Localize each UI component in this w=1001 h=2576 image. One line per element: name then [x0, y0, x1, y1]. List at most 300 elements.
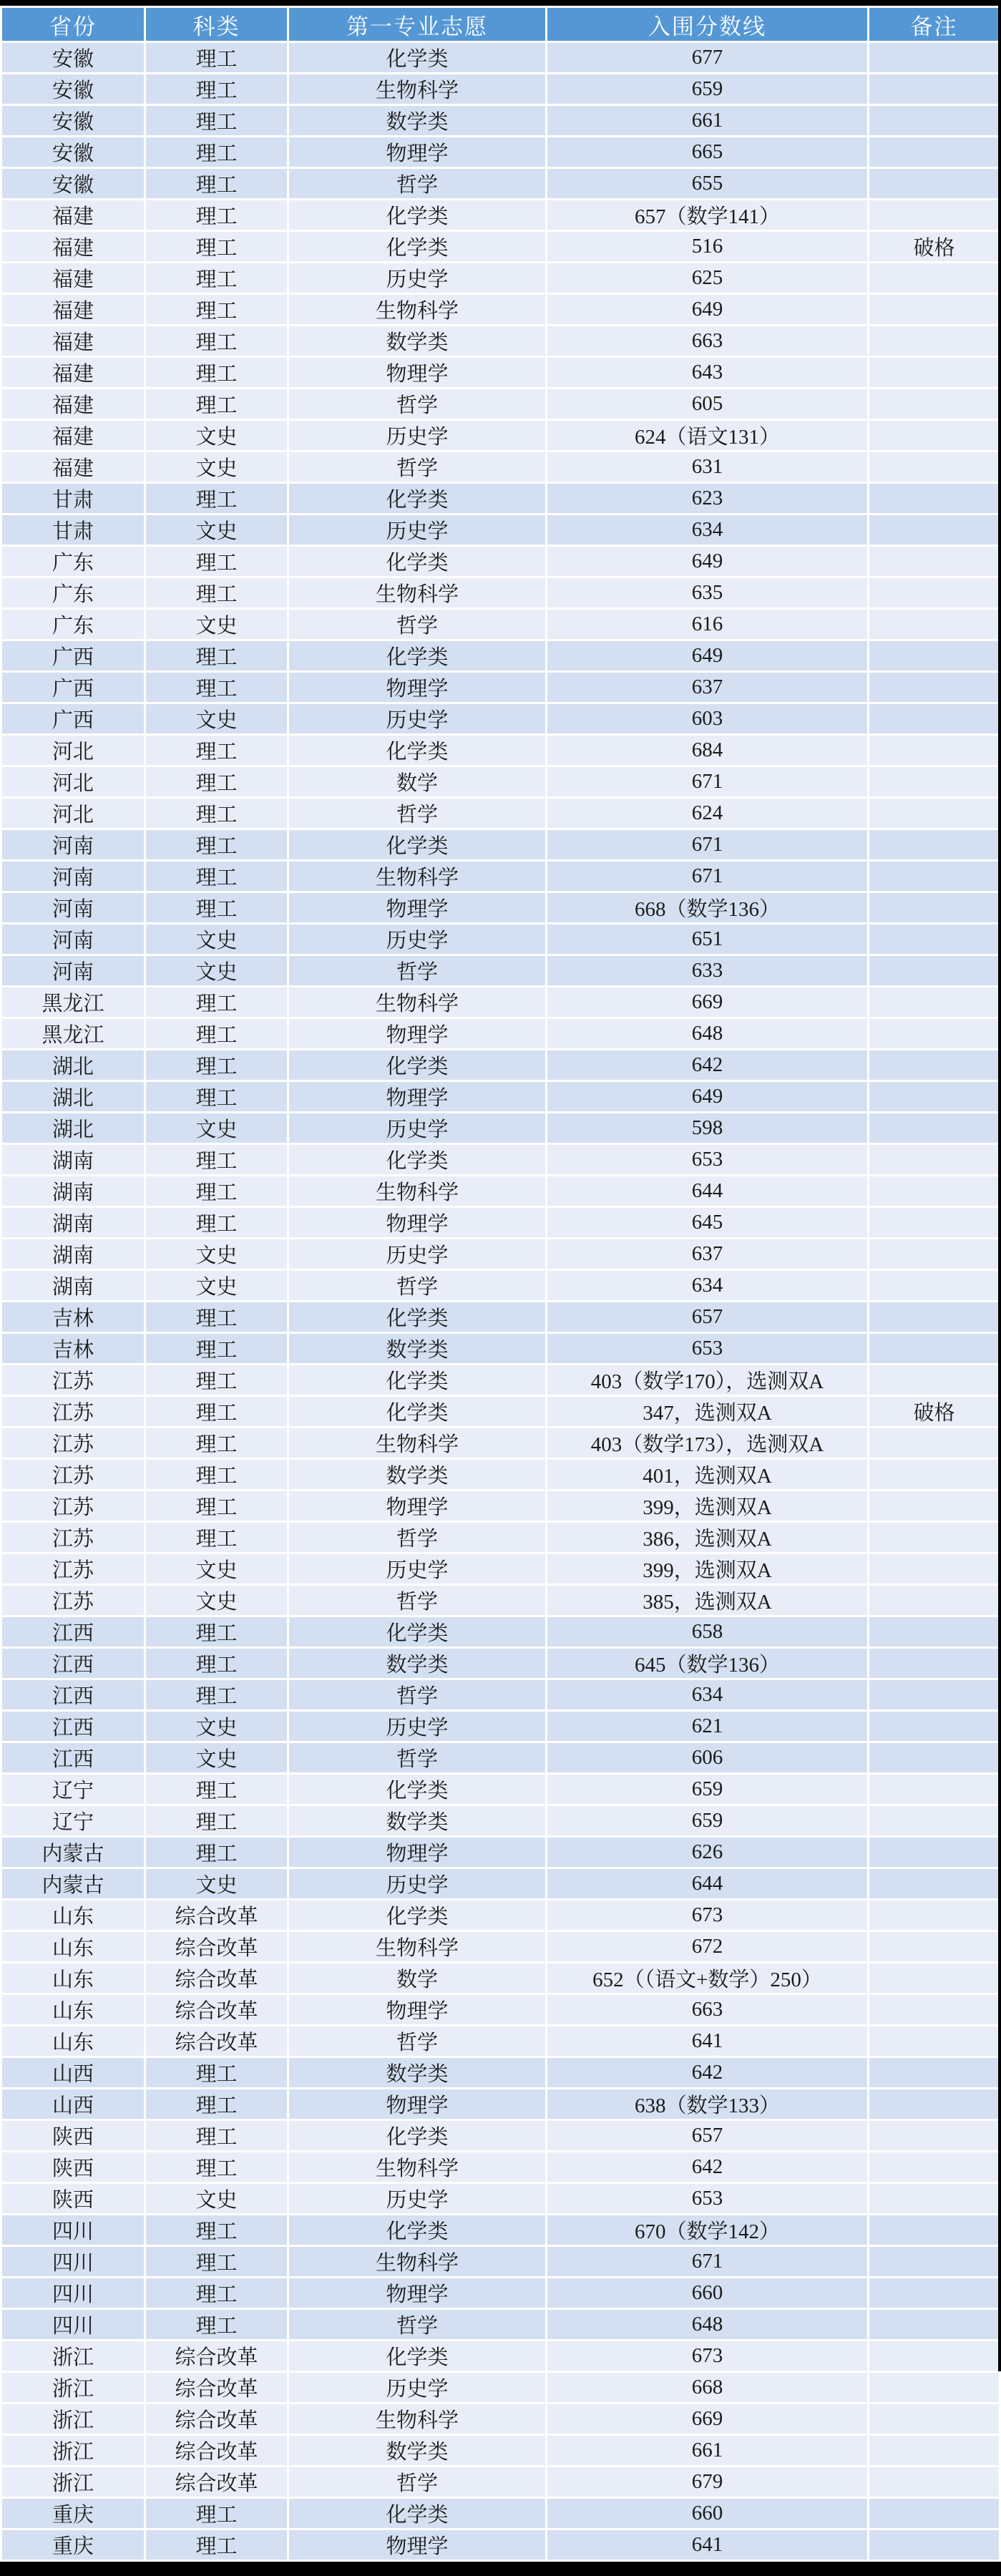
table-row: [2, 106, 999, 135]
cell-category: 理工: [146, 358, 287, 387]
cell-province: 福建: [2, 200, 144, 230]
cell-remark: [869, 2499, 999, 2528]
table-row: [2, 1397, 999, 1426]
cell-remark: [869, 2436, 999, 2465]
cell-remark: [869, 1617, 999, 1646]
table-row: [2, 1302, 999, 1332]
table-row: [2, 704, 999, 733]
cell-major: 数学类: [289, 1460, 545, 1489]
cell-remark: [869, 1208, 999, 1237]
cell-category: 综合改革: [146, 2026, 287, 2056]
cell-major: 生物科学: [289, 2152, 545, 2182]
cell-remark: [869, 1491, 999, 1521]
cell-category: 理工: [146, 484, 287, 513]
cell-remark: [869, 1901, 999, 1930]
cell-category: 理工: [146, 43, 287, 72]
cell-remark: [869, 1176, 999, 1206]
cell-score: 660: [547, 2278, 867, 2308]
cell-remark: [869, 1523, 999, 1552]
cell-score: 624（语文131）: [547, 421, 867, 450]
table-row: [2, 389, 999, 419]
cell-major: 物理学: [289, 1208, 545, 1237]
cell-major: 数学类: [289, 1806, 545, 1835]
cell-remark: [869, 673, 999, 702]
cell-major: 化学类: [289, 641, 545, 670]
cell-major: 物理学: [289, 2530, 545, 2560]
cell-major: 化学类: [289, 232, 545, 261]
table-row: [2, 2026, 999, 2056]
cell-remark: [869, 610, 999, 639]
cell-score: 634: [547, 1680, 867, 1709]
cell-category: 理工: [146, 1491, 287, 1521]
cell-province: 陕西: [2, 2184, 144, 2213]
cell-major: 数学类: [289, 106, 545, 135]
cell-category: 理工: [146, 1082, 287, 1111]
cell-province: 山东: [2, 1963, 144, 1993]
cell-remark: [869, 1082, 999, 1111]
cell-major: 生物科学: [289, 1932, 545, 1961]
cell-remark: [869, 736, 999, 765]
cell-major: 生物科学: [289, 2247, 545, 2276]
cell-category: 理工: [146, 1838, 287, 1867]
cell-province: 湖南: [2, 1145, 144, 1174]
cell-remark: [869, 1302, 999, 1332]
cell-category: 理工: [146, 74, 287, 104]
cell-remark: [869, 1743, 999, 1772]
cell-score: 658: [547, 1617, 867, 1646]
cell-province: 福建: [2, 326, 144, 356]
cell-score: 598: [547, 1113, 867, 1143]
cell-major: 哲学: [289, 610, 545, 639]
cell-score: 401，选测双A: [547, 1460, 867, 1489]
cell-major: 数学: [289, 1963, 545, 1993]
cell-province: 江西: [2, 1743, 144, 1772]
cell-category: 理工: [146, 893, 287, 922]
table-row: [2, 1239, 999, 1269]
cell-province: 四川: [2, 2278, 144, 2308]
cell-category: 理工: [146, 1050, 287, 1080]
cell-remark: [869, 1649, 999, 1678]
cell-score: 657（数学141）: [547, 200, 867, 230]
cell-major: 物理学: [289, 1838, 545, 1867]
cell-score: 631: [547, 452, 867, 482]
cell-major: 哲学: [289, 389, 545, 419]
cell-province: 河北: [2, 767, 144, 796]
cell-major: 哲学: [289, 1523, 545, 1552]
cell-category: 理工: [146, 1208, 287, 1237]
cell-remark: [869, 1775, 999, 1804]
cell-major: 化学类: [289, 1145, 545, 1174]
table-row: [2, 358, 999, 387]
table-row: [2, 2436, 999, 2465]
cell-province: 山东: [2, 1932, 144, 1961]
cell-major: 哲学: [289, 2026, 545, 2056]
cell-score: 659: [547, 1806, 867, 1835]
cell-score: 635: [547, 578, 867, 608]
cell-major: 生物科学: [289, 862, 545, 891]
cell-score: 661: [547, 106, 867, 135]
cell-province: 内蒙古: [2, 1869, 144, 1898]
cell-province: 吉林: [2, 1334, 144, 1363]
cell-category: 理工: [146, 547, 287, 576]
cell-major: 哲学: [289, 1680, 545, 1709]
table-row: [2, 799, 999, 828]
cell-category: 综合改革: [146, 1901, 287, 1930]
cell-category: 理工: [146, 389, 287, 419]
cell-remark: [869, 1838, 999, 1867]
table-row: [2, 2089, 999, 2119]
cell-remark: [869, 1334, 999, 1363]
cell-remark: [869, 1932, 999, 1961]
cell-category: 理工: [146, 799, 287, 828]
table-row: [2, 610, 999, 639]
cell-remark: [869, 2467, 999, 2497]
cell-remark: [869, 2247, 999, 2276]
cell-remark: [869, 169, 999, 198]
cell-remark: [869, 389, 999, 419]
table-row: [2, 1554, 999, 1584]
cell-score: 653: [547, 2184, 867, 2213]
cell-score: 516: [547, 232, 867, 261]
cell-category: 文史: [146, 1712, 287, 1741]
cell-major: 生物科学: [289, 2404, 545, 2434]
table-row: [2, 767, 999, 796]
cell-remark: [869, 1586, 999, 1615]
column-header-province: 省份: [2, 8, 144, 41]
cell-major: 生物科学: [289, 578, 545, 608]
cell-major: 历史学: [289, 515, 545, 545]
cell-remark: [869, 1145, 999, 1174]
cell-category: 理工: [146, 1145, 287, 1174]
table-row: [2, 515, 999, 545]
cell-score: 621: [547, 1712, 867, 1741]
top-black-bar: [0, 0, 1001, 6]
cell-province: 安徽: [2, 74, 144, 104]
cell-score: 616: [547, 610, 867, 639]
cell-remark: [869, 1963, 999, 1993]
cell-score: 649: [547, 1082, 867, 1111]
cell-remark: [869, 2215, 999, 2245]
cell-remark: [869, 1460, 999, 1489]
table-row: [2, 893, 999, 922]
cell-score: 603: [547, 704, 867, 733]
cell-category: 文史: [146, 924, 287, 954]
cell-score: 684: [547, 736, 867, 765]
cell-score: 641: [547, 2530, 867, 2560]
cell-remark: [869, 295, 999, 324]
cell-score: 660: [547, 2499, 867, 2528]
cell-remark: [869, 137, 999, 167]
cell-score: 659: [547, 1775, 867, 1804]
cell-category: 理工: [146, 1365, 287, 1395]
cell-score: 605: [547, 389, 867, 419]
cell-score: 653: [547, 1145, 867, 1174]
table-row: [2, 547, 999, 576]
cell-score: 641: [547, 2026, 867, 2056]
table-row: [2, 1334, 999, 1363]
cell-score: 645: [547, 1208, 867, 1237]
cell-category: 文史: [146, 610, 287, 639]
cell-remark: [869, 1680, 999, 1709]
cell-score: 663: [547, 326, 867, 356]
table-row: [2, 956, 999, 985]
cell-category: 综合改革: [146, 2404, 287, 2434]
cell-score: 649: [547, 547, 867, 576]
cell-province: 重庆: [2, 2530, 144, 2560]
cell-major: 化学类: [289, 547, 545, 576]
cell-score: 624: [547, 799, 867, 828]
cell-province: 山东: [2, 1995, 144, 2024]
cell-category: 文史: [146, 704, 287, 733]
cell-province: 四川: [2, 2310, 144, 2339]
cell-score: 671: [547, 2247, 867, 2276]
table-row: [2, 1649, 999, 1678]
cell-province: 四川: [2, 2247, 144, 2276]
cell-major: 化学类: [289, 1302, 545, 1332]
cell-category: 理工: [146, 767, 287, 796]
cell-province: 湖北: [2, 1113, 144, 1143]
cell-category: 文史: [146, 1554, 287, 1584]
cell-major: 历史学: [289, 704, 545, 733]
cell-remark: [869, 1554, 999, 1584]
cell-province: 江苏: [2, 1460, 144, 1489]
cell-score: 651: [547, 924, 867, 954]
cell-major: 生物科学: [289, 987, 545, 1017]
cell-province: 重庆: [2, 2499, 144, 2528]
cell-major: 化学类: [289, 484, 545, 513]
cell-category: 理工: [146, 2058, 287, 2087]
table-row: [2, 295, 999, 324]
cell-major: 历史学: [289, 2373, 545, 2402]
column-header-first-major: 第一专业志愿: [289, 8, 545, 41]
cell-score: 665: [547, 137, 867, 167]
cell-category: 理工: [146, 1176, 287, 1206]
table-row: [2, 1806, 999, 1835]
table-row: [2, 2058, 999, 2087]
cell-score: 652（（语文+数学）250）: [547, 1963, 867, 1993]
table-row: [2, 2373, 999, 2402]
cell-province: 湖南: [2, 1239, 144, 1269]
cell-province: 山东: [2, 2026, 144, 2056]
cell-score: 663: [547, 1995, 867, 2024]
cell-remark: [869, 1239, 999, 1269]
table-row: [2, 169, 999, 198]
cell-category: 理工: [146, 2121, 287, 2150]
cell-province: 湖北: [2, 1082, 144, 1111]
cell-major: 生物科学: [289, 1428, 545, 1458]
cell-major: 历史学: [289, 1113, 545, 1143]
cell-category: 文史: [146, 956, 287, 985]
cell-major: 物理学: [289, 1082, 545, 1111]
cell-province: 浙江: [2, 2436, 144, 2465]
cell-province: 广西: [2, 641, 144, 670]
column-header-category: 科类: [146, 8, 287, 41]
table-row: [2, 1775, 999, 1804]
cell-remark: [869, 1365, 999, 1395]
cell-category: 文史: [146, 1271, 287, 1300]
cell-category: 理工: [146, 263, 287, 293]
cell-score: 669: [547, 2404, 867, 2434]
cell-province: 河南: [2, 956, 144, 985]
admission-score-table: [0, 6, 1001, 2562]
cell-major: 哲学: [289, 1586, 545, 1615]
cell-remark: [869, 1995, 999, 2024]
cell-province: 黑龙江: [2, 987, 144, 1017]
table-row: [2, 1082, 999, 1111]
cell-category: 理工: [146, 1523, 287, 1552]
table-row: [2, 1932, 999, 1961]
cell-category: 文史: [146, 1586, 287, 1615]
cell-score: 648: [547, 2310, 867, 2339]
cell-major: 数学类: [289, 1334, 545, 1363]
cell-province: 广西: [2, 673, 144, 702]
cell-major: 生物科学: [289, 295, 545, 324]
cell-province: 浙江: [2, 2373, 144, 2402]
cell-remark: [869, 2184, 999, 2213]
table-row: [2, 673, 999, 702]
cell-remark: [869, 2404, 999, 2434]
cell-province: 福建: [2, 263, 144, 293]
cell-category: 综合改革: [146, 2373, 287, 2402]
cell-major: 化学类: [289, 1617, 545, 1646]
cell-major: 化学类: [289, 2215, 545, 2245]
cell-category: 理工: [146, 1806, 287, 1835]
cell-score: 347，选测双A: [547, 1397, 867, 1426]
table-row: [2, 862, 999, 891]
cell-province: 浙江: [2, 2404, 144, 2434]
cell-major: 化学类: [289, 2121, 545, 2150]
cell-province: 湖南: [2, 1271, 144, 1300]
cell-province: 福建: [2, 232, 144, 261]
cell-major: 物理学: [289, 673, 545, 702]
cell-score: 659: [547, 74, 867, 104]
cell-province: 河北: [2, 799, 144, 828]
cell-category: 理工: [146, 1397, 287, 1426]
table-row: [2, 1145, 999, 1174]
table-row: [2, 1963, 999, 1993]
cell-remark: [869, 43, 999, 72]
cell-score: 673: [547, 1901, 867, 1930]
cell-province: 江苏: [2, 1428, 144, 1458]
cell-score: 653: [547, 1334, 867, 1363]
cell-remark: [869, 987, 999, 1017]
cell-major: 哲学: [289, 1271, 545, 1300]
cell-province: 山西: [2, 2058, 144, 2087]
cell-category: 理工: [146, 641, 287, 670]
cell-province: 甘肃: [2, 515, 144, 545]
cell-category: 综合改革: [146, 2436, 287, 2465]
cell-category: 理工: [146, 578, 287, 608]
cell-remark: [869, 106, 999, 135]
table-row: [2, 1271, 999, 1300]
cell-score: 668（数学136）: [547, 893, 867, 922]
table-row: [2, 2215, 999, 2245]
cell-score: 643: [547, 358, 867, 387]
cell-major: 化学类: [289, 1775, 545, 1804]
cell-category: 理工: [146, 200, 287, 230]
table-row: [2, 1586, 999, 1615]
cell-category: 文史: [146, 1869, 287, 1898]
cell-remark: [869, 263, 999, 293]
table-row: [2, 1050, 999, 1080]
table-row: [2, 1113, 999, 1143]
cell-score: 679: [547, 2467, 867, 2497]
cell-remark: [869, 1271, 999, 1300]
table-row: [2, 1523, 999, 1552]
cell-score: 634: [547, 1271, 867, 1300]
table-row: [2, 1680, 999, 1709]
table-row: [2, 736, 999, 765]
cell-major: 哲学: [289, 452, 545, 482]
cell-category: 文史: [146, 421, 287, 450]
cell-province: 吉林: [2, 1302, 144, 1332]
table-row: [2, 2184, 999, 2213]
cell-province: 福建: [2, 358, 144, 387]
cell-category: 理工: [146, 2089, 287, 2119]
cell-score: 673: [547, 2341, 867, 2371]
cell-province: 河南: [2, 893, 144, 922]
cell-score: 623: [547, 484, 867, 513]
cell-remark: [869, 326, 999, 356]
cell-score: 645（数学136）: [547, 1649, 867, 1678]
cell-remark: [869, 1428, 999, 1458]
cell-score: 642: [547, 1050, 867, 1080]
cell-category: 综合改革: [146, 2467, 287, 2497]
cell-province: 江苏: [2, 1491, 144, 1521]
table-row: [2, 2121, 999, 2150]
cell-remark: [869, 452, 999, 482]
cell-major: 历史学: [289, 924, 545, 954]
cell-province: 广东: [2, 547, 144, 576]
cell-province: 江西: [2, 1712, 144, 1741]
cell-remark: [869, 641, 999, 670]
cell-major: 化学类: [289, 200, 545, 230]
cell-major: 生物科学: [289, 74, 545, 104]
table-row: [2, 1428, 999, 1458]
cell-province: 广东: [2, 610, 144, 639]
cell-remark: [869, 2058, 999, 2087]
cell-remark: [869, 862, 999, 891]
cell-major: 哲学: [289, 2310, 545, 2339]
cell-major: 哲学: [289, 2467, 545, 2497]
table-row: [2, 1743, 999, 1772]
cell-category: 理工: [146, 2530, 287, 2560]
cell-major: 历史学: [289, 1712, 545, 1741]
cell-province: 山东: [2, 1901, 144, 1930]
cell-score: 671: [547, 862, 867, 891]
cell-remark: [869, 830, 999, 859]
table-row: [2, 484, 999, 513]
cell-remark: [869, 1869, 999, 1898]
cell-major: 化学类: [289, 1397, 545, 1426]
cell-score: 638（数学133）: [547, 2089, 867, 2119]
cell-province: 陕西: [2, 2152, 144, 2182]
cell-major: 数学类: [289, 1649, 545, 1678]
cell-province: 四川: [2, 2215, 144, 2245]
cell-major: 化学类: [289, 2341, 545, 2371]
table-row: [2, 1838, 999, 1867]
cell-province: 江苏: [2, 1523, 144, 1552]
cell-major: 哲学: [289, 169, 545, 198]
cell-province: 浙江: [2, 2467, 144, 2497]
table-row: [2, 137, 999, 167]
cell-remark: [869, 2310, 999, 2339]
cell-category: 文史: [146, 1239, 287, 1269]
table-row: [2, 1176, 999, 1206]
table-row: [2, 2467, 999, 2497]
cell-province: 安徽: [2, 43, 144, 72]
table-row: [2, 2404, 999, 2434]
